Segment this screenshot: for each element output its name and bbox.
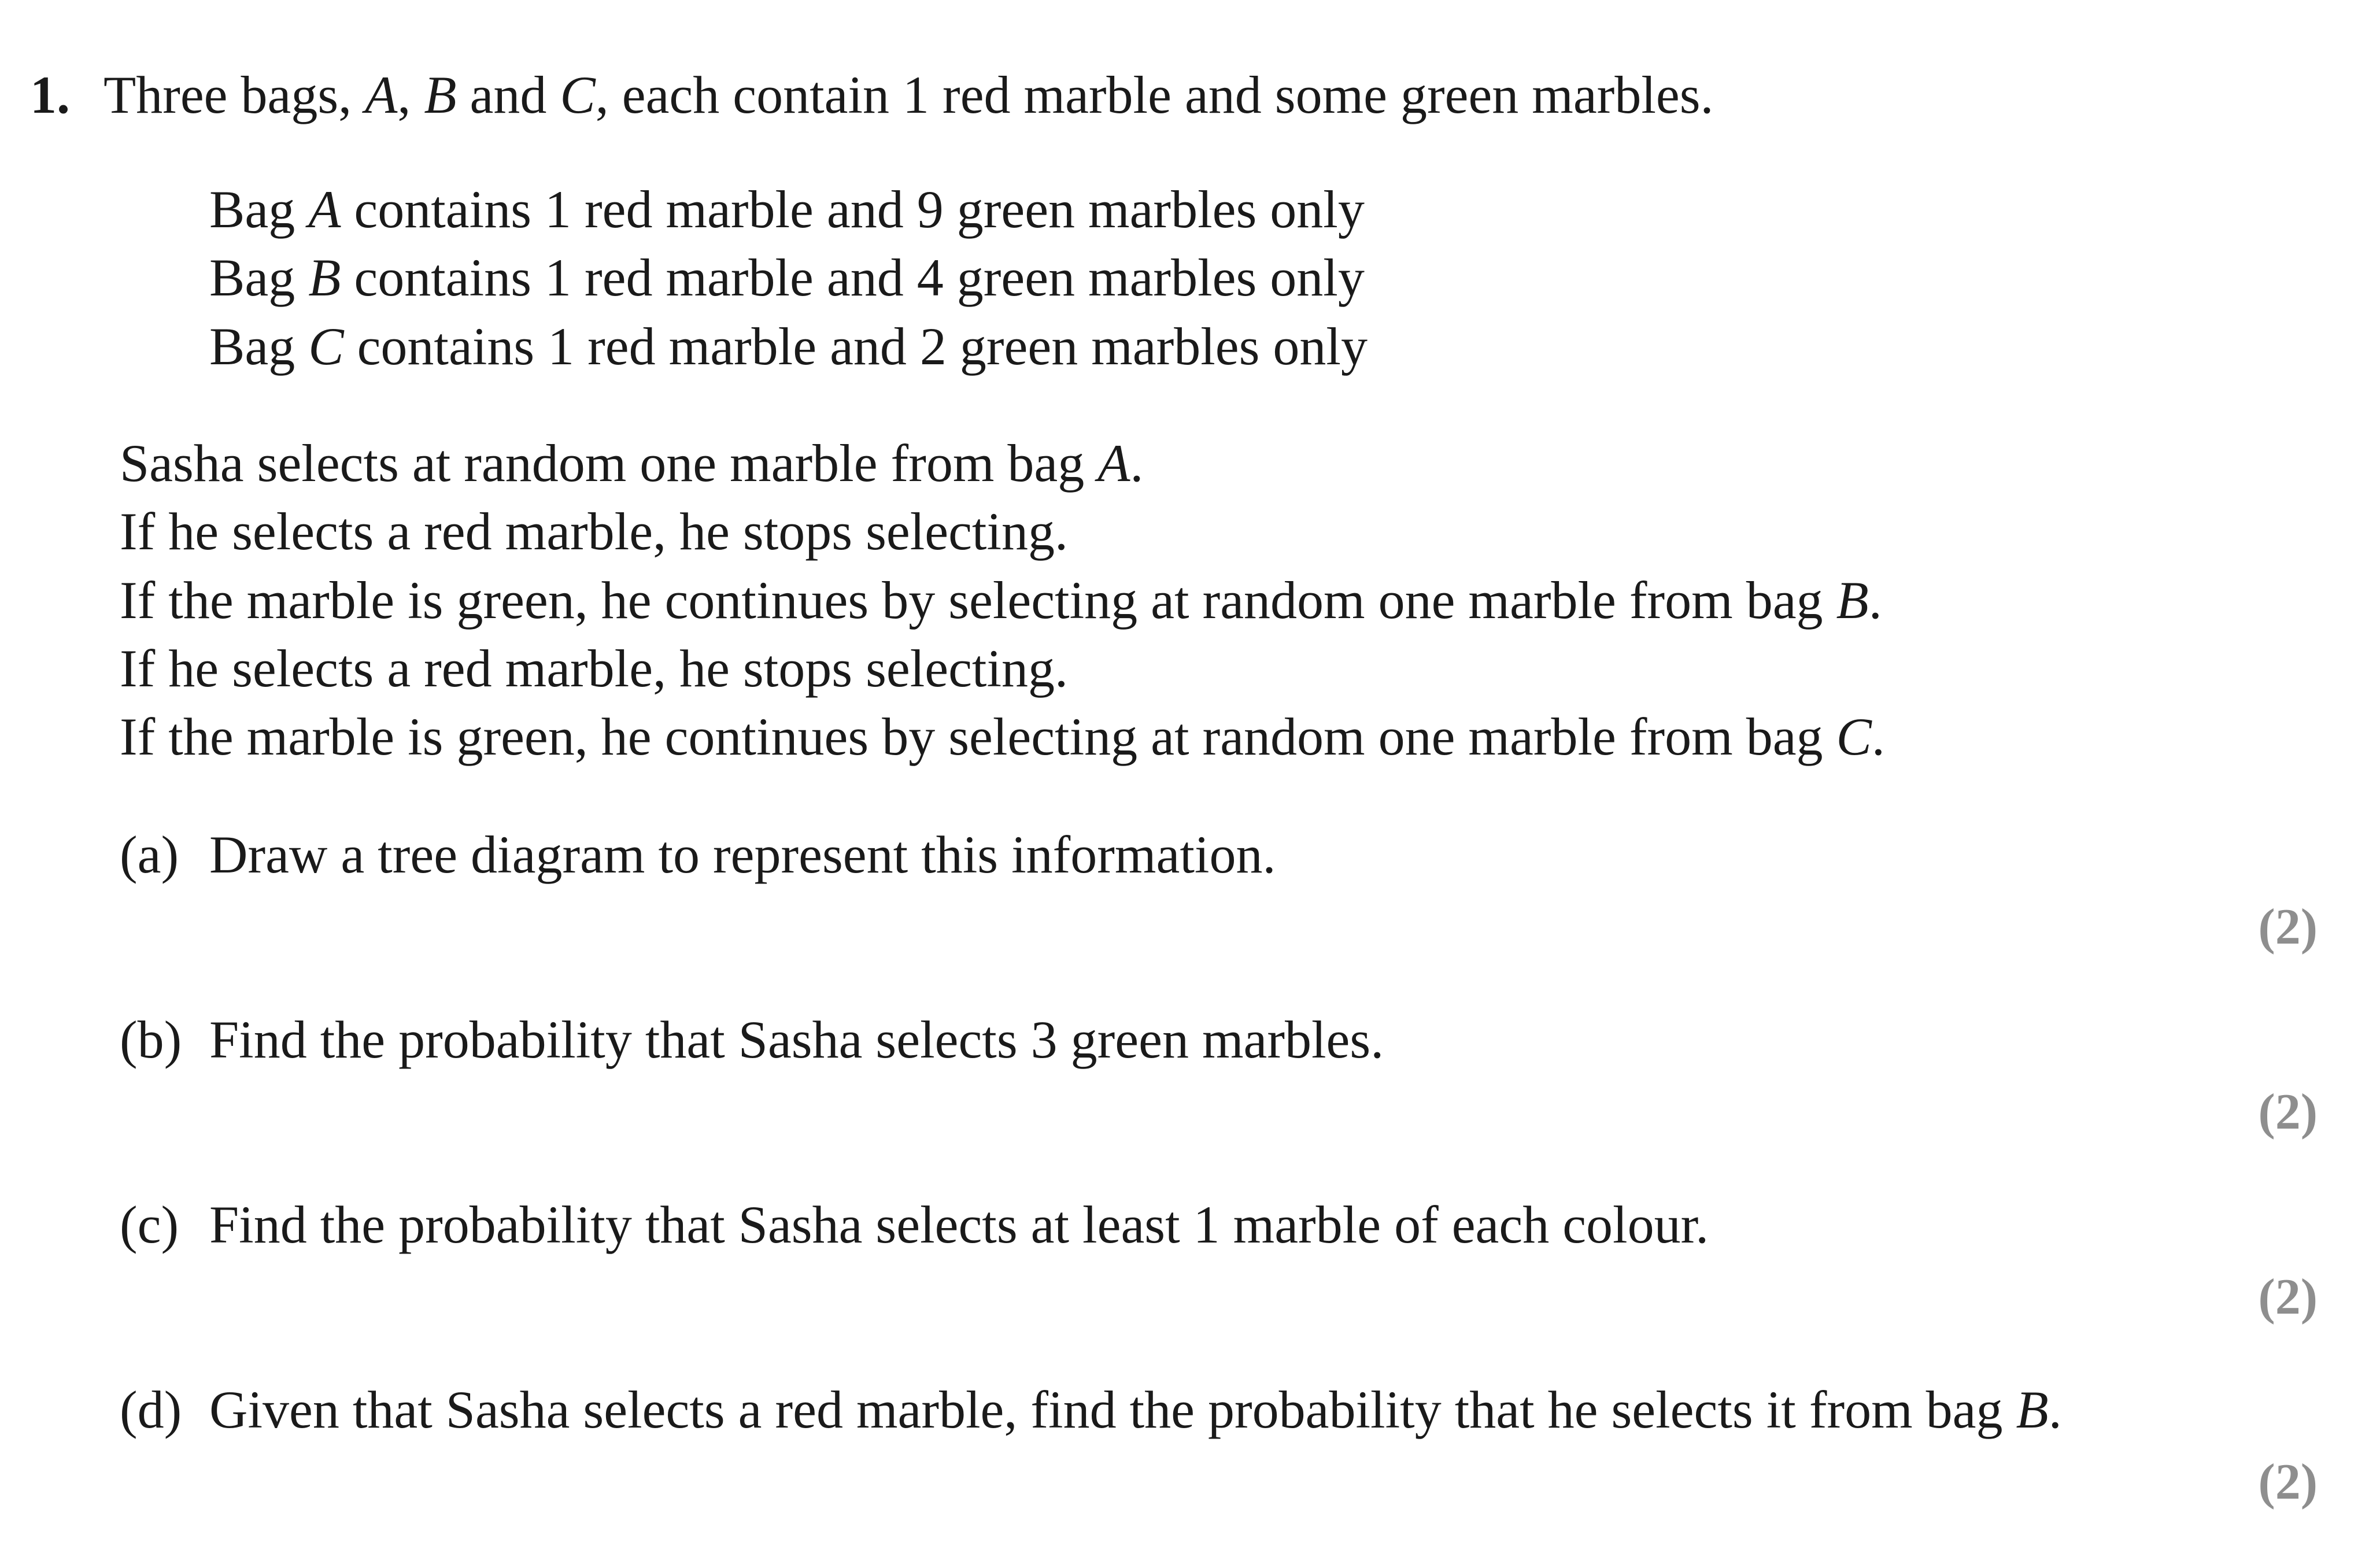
- part-c-text: Find the probability that Sasha selects at least 1 marble of each colour.: [209, 1195, 1709, 1254]
- part-b-label: (b): [120, 1010, 182, 1069]
- procedure-line-1-bag: A: [1097, 434, 1130, 493]
- intro-bag-c: C: [560, 65, 596, 124]
- bag-a-prefix: Bag: [209, 180, 309, 239]
- intro-bag-a: A: [365, 65, 398, 124]
- procedure-line-2: If he selects a red marble, he stops selecting.: [120, 502, 1069, 561]
- procedure-line-4: If he selects a red marble, he stops selecting.: [120, 639, 1069, 698]
- part-b-text: Find the probability that Sasha selects 3 green marbles.: [209, 1010, 1384, 1069]
- bag-b-line: [209, 248, 1365, 307]
- part-c-marks: (2): [2258, 1269, 2318, 1325]
- intro-sep: ,: [397, 65, 424, 124]
- bag-b-text: contains 1 red marble and 4 green marbles only: [341, 248, 1365, 307]
- bag-c-prefix: Bag: [209, 317, 309, 376]
- part-d-marks: (2): [2258, 1454, 2318, 1510]
- procedure-line-3-text: If the marble is green, he continues by selecting at random one marble from bag: [120, 571, 1836, 630]
- bag-b-prefix: Bag: [209, 248, 309, 307]
- intro-text-prefix: Three bags,: [104, 65, 365, 124]
- bag-b-name: B: [308, 248, 341, 307]
- procedure-line-5-text: If the marble is green, he continues by selecting at random one marble from bag: [120, 707, 1836, 766]
- bag-a-name: A: [308, 180, 341, 239]
- intro-bag-b: B: [424, 65, 457, 124]
- question-number: 1.: [30, 65, 70, 124]
- bag-c-text: contains 1 red marble and 2 green marbles only: [343, 317, 1368, 376]
- bag-a-text: contains 1 red marble and 9 green marbles only: [341, 180, 1365, 239]
- part-c: [120, 1195, 1709, 1254]
- procedure-line-5-end: .: [1871, 707, 1885, 766]
- bag-a-line: [209, 180, 1365, 239]
- procedure-line-5: [120, 707, 1885, 766]
- question-intro: [30, 65, 1714, 124]
- procedure-line-1-end: .: [1130, 434, 1144, 493]
- intro-text-suffix: , each contain 1 red marble and some green marbles.: [595, 65, 1714, 124]
- part-d-text: Given that Sasha selects a red marble, find the probability that he selects it from bag: [209, 1380, 2016, 1439]
- part-c-label: (c): [120, 1195, 179, 1254]
- part-a-label: (a): [120, 825, 179, 884]
- part-d-end: .: [2048, 1380, 2062, 1439]
- part-a-text: Draw a tree diagram to represent this information.: [209, 825, 1276, 884]
- procedure-line-1: [120, 434, 1144, 493]
- procedure-line-1-text: Sasha selects at random one marble from bag: [120, 434, 1098, 493]
- part-a: [120, 825, 1276, 884]
- part-a-marks: (2): [2258, 899, 2318, 955]
- part-b: [120, 1010, 1384, 1069]
- intro-and: and: [456, 65, 560, 124]
- part-d: [120, 1380, 2062, 1439]
- bag-c-name: C: [308, 317, 344, 376]
- bag-c-line: [209, 317, 1368, 376]
- part-d-bag: B: [2016, 1380, 2049, 1439]
- procedure-line-5-bag: C: [1836, 707, 1872, 766]
- procedure-line-3: [120, 571, 1882, 630]
- part-b-marks: (2): [2258, 1084, 2318, 1140]
- part-d-label: (d): [120, 1380, 182, 1439]
- procedure-line-3-bag: B: [1836, 571, 1869, 630]
- procedure-line-3-end: .: [1868, 571, 1882, 630]
